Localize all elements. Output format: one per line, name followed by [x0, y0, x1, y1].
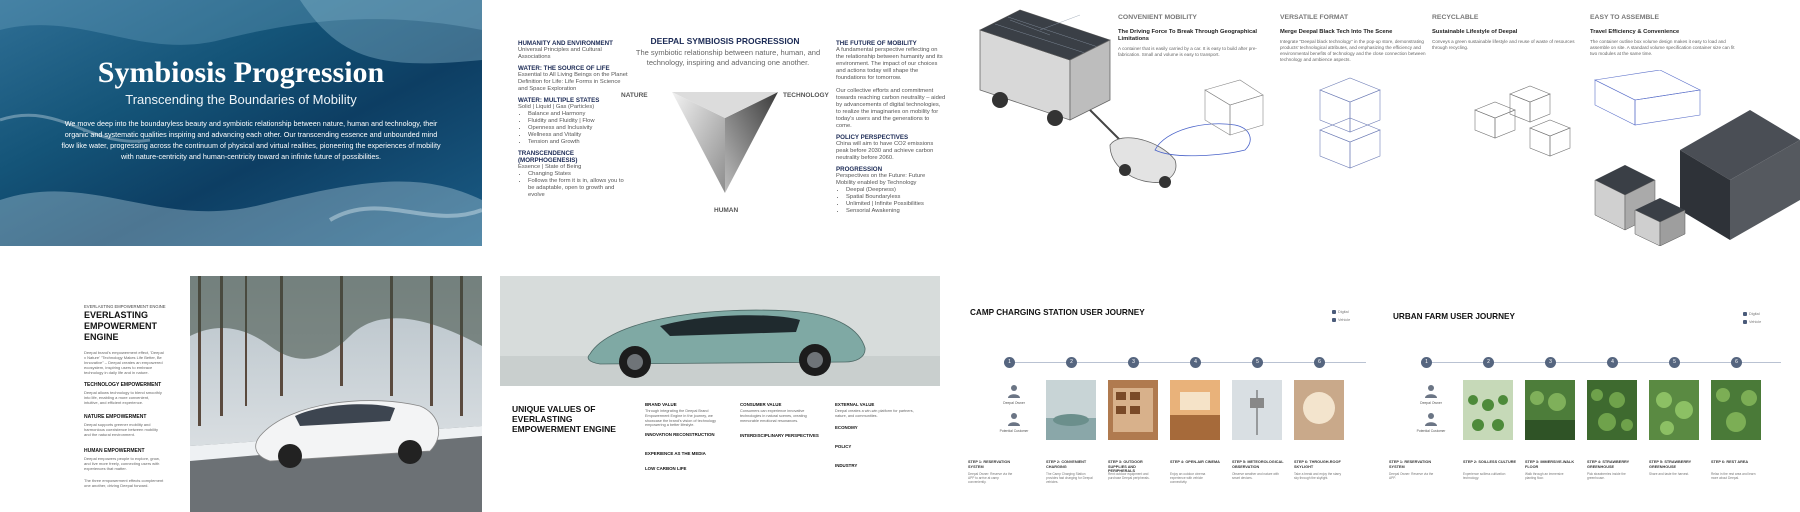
user-label: Potential Customer: [1416, 429, 1446, 433]
section-text: Universal Principles and Cultural Associations: [518, 47, 602, 60]
step-description: Walk through an immersive planting floor.: [1525, 472, 1564, 481]
step-number: 2: [1483, 357, 1494, 368]
list-item: • Wellness and Vitality: [528, 132, 628, 139]
step-photo-shop: [1108, 380, 1158, 440]
column-subheading: ECONOMY: [835, 424, 858, 430]
step-description: Deepal Owner: Reserve via the APP.: [1389, 472, 1434, 481]
green-sedan-photo: [500, 276, 940, 386]
list-item: • Tension and Growth: [528, 139, 628, 146]
step-photo-cinema: [1170, 380, 1220, 440]
step-number: 1: [1421, 357, 1432, 368]
external-value-column: [835, 402, 917, 468]
user-label: Deepal Owner: [1003, 401, 1025, 405]
feature-heading: EASY TO ASSEMBLE: [1590, 14, 1659, 21]
step-label: STEP 4: STRAWBERRY GREENHOUSE: [1587, 460, 1630, 469]
step-label: STEP 4: OPEN-AIR CINEMA: [1170, 460, 1220, 464]
containers-illustration: [1590, 70, 1800, 246]
step-description: Share and taste the harvest.: [1649, 472, 1690, 476]
feature-text: A container that is easily carried by a car. It is easy to build after pre-fabrication. Small and volume is easy to transport.: [1118, 46, 1257, 57]
step-label: STEP 1: RESERVATION SYSTEM: [1389, 460, 1432, 469]
list-item: • Unlimited | Infinite Possibilities: [846, 201, 946, 208]
step-label: STEP 6: THROUGH-ROOF SKYLIGHT: [1294, 460, 1341, 469]
modular-blueprint-sketch: [1310, 70, 1400, 170]
farm-journey-panel: [1385, 276, 1800, 512]
list-item: • Openness and Inclusivity: [528, 125, 628, 132]
step-description: Enjoy an outdoor cinema experience with vehicle connectivity.: [1170, 472, 1206, 485]
list-item: • Sensorial Awakening: [846, 208, 946, 215]
engine-section-heading: HUMAN EMPOWERMENT: [84, 448, 145, 454]
step-label: STEP 2: CONVENIENT CHARGING: [1046, 460, 1087, 469]
column-heading: BRAND VALUE: [645, 402, 677, 407]
step-label: STEP 3: OUTDOOR SUPPLIES AND PERIPHERALS: [1108, 460, 1143, 474]
step-number: 5: [1669, 357, 1680, 368]
column-text: Deepal creates a win-win platform for partners, nature, and communities.: [835, 409, 914, 418]
step-photo-rest-area: [1711, 380, 1761, 440]
feature-text: The container outline box volume design makes it easy to load and assemble on site. A standard volume specification container size can fit two modules at the same time.: [1590, 39, 1735, 56]
engine-title: EVERLASTING EMPOWERMENT ENGINE: [84, 310, 157, 342]
technology-label: TECHNOLOGY: [783, 92, 829, 99]
camp-journey-panel: [960, 276, 1380, 512]
step-label: STEP 6: REST AREA: [1711, 460, 1749, 464]
column-heading: CONSUMER VALUE: [740, 402, 782, 407]
column-text: Consumers can experience innovative technologies in natural scenes, creating memorable emotional resonances.: [740, 409, 807, 423]
column-subheading: INDUSTRY: [835, 462, 858, 468]
feature-heading: RECYCLABLE: [1432, 14, 1479, 21]
section-heading: PROGRESSION: [836, 166, 883, 173]
engine-kicker: EVERLASTING EMPOWERMENT ENGINE: [84, 304, 166, 309]
list-item: • Deepal (Deepness): [846, 187, 946, 194]
step-number: 3: [1128, 357, 1139, 368]
step-number: 3: [1545, 357, 1556, 368]
legend-item: [1743, 320, 1761, 324]
column-subheading: POLICY: [835, 443, 852, 449]
step-photo-floor: [1525, 380, 1575, 440]
symbiosis-panel: [500, 0, 950, 246]
step-label: STEP 5: METEOROLOGICAL OBSERVATION: [1232, 460, 1284, 469]
engine-section-text: Deepal empowers people to explore, grow, and live more freely, connecting users with experiences that matter.: [84, 456, 160, 471]
feature-subheading: Travel Efficiency & Convenience: [1590, 29, 1680, 35]
step-label: STEP 1: RESERVATION SYSTEM: [968, 460, 1011, 469]
legend-swatch: [1332, 318, 1336, 322]
legend-swatch: [1332, 310, 1336, 314]
farm-journey-title: URBAN FARM USER JOURNEY: [1393, 312, 1515, 321]
camp-journey-title: CAMP CHARGING STATION USER JOURNEY: [970, 308, 1145, 317]
engine-section-heading: TECHNOLOGY EMPOWERMENT: [84, 382, 162, 388]
step-description: Relax in the rest area and learn more about Deepal.: [1711, 472, 1756, 481]
section-heading: WATER: MULTIPLE STATES: [518, 97, 600, 104]
step-photo-greenhouse: [1587, 380, 1637, 440]
section-text: Essential to All Living Beings on the Planet Definition for Life: Life Forms in Science and Space Exploration: [518, 72, 628, 92]
engine-section-text: Deepal supports greener mobility and harmonious coexistence between mobility and the natural environment.: [84, 422, 159, 437]
list-item: • Balance and Harmony: [528, 111, 628, 118]
hero-body: We move deep into the boundaryless beauty and symbiotic relationship between nature, human and technology, their organic and systematic qualities inspiring and advancing each other. Our transcending essence and unbounded mind flow like water, progressing across the continuum of physical and virtual realities, pioneering the experiences of mobility with nature-centricity and human-centricity toward an infinite future of possibilities.: [61, 119, 441, 161]
section-heading: POLICY PERSPECTIVES: [836, 134, 909, 141]
symbiosis-right-column: [836, 36, 946, 215]
section-text: Our collective efforts and commitment towards reaching carbon neutrality – aided by advancements of digital technologies, to realize the imaginaries on mobility for today's users and the generations to come.: [836, 88, 946, 129]
step-number: 4: [1607, 357, 1618, 368]
hero-title: Symbiosis Progression: [97, 56, 385, 89]
list-item: • Spatial Boundaryless: [846, 194, 946, 201]
step-photo-weather: [1232, 380, 1282, 440]
step-number: 2: [1066, 357, 1077, 368]
hero-panel: [0, 0, 482, 246]
step-photo-showroom: [1046, 380, 1096, 440]
legend-swatch: [1743, 312, 1747, 316]
feature-recyclable: [1432, 14, 1582, 51]
feature-convenient-mobility: [1118, 14, 1268, 58]
human-label: HUMAN: [714, 207, 739, 214]
step-photo-skylight: [1294, 380, 1344, 440]
list-item: • Fluidity and Fluidity | Flow: [528, 118, 628, 125]
prism-triangle-graphic: [670, 88, 780, 198]
symbiosis-left-column: [518, 36, 628, 199]
feature-versatile-format: [1280, 14, 1430, 63]
column-heading: EXTERNAL VALUE: [835, 402, 875, 407]
step-description: Experience soilless cultivation technology.: [1463, 472, 1506, 481]
section-heading: TRANSCENDENCE (MORPHOGENESIS): [518, 150, 578, 164]
feature-text: Conveys a green sustainable lifestyle and reuse of waste of resources through recycling.: [1432, 39, 1575, 50]
user-label: Deepal Owner: [1420, 401, 1442, 405]
step-description: Take a break and enjoy the starry sky through the skylight.: [1294, 472, 1342, 481]
brand-value-column: [645, 402, 727, 471]
legend-label: Vehicle: [1338, 318, 1351, 322]
feature-text: Integrate "Deepal black technology" in the pop-up store, demonstrating products' technological attributes, and emphasizing the efficiency and environmental benefits of technology and the close connection between technology and ambience aspects.: [1280, 39, 1426, 62]
step-description: Rent outdoor equipment and purchase Deepal peripherals.: [1108, 472, 1150, 481]
list-item: • Changing States: [528, 171, 628, 178]
feature-heading: CONVENIENT MOBILITY: [1118, 14, 1197, 21]
column-subheading: INTERDISCIPLINARY PERSPECTIVES: [740, 433, 819, 439]
blue-line-car-sketch: [1145, 70, 1265, 170]
nature-label: NATURE: [621, 92, 648, 99]
symbiosis-subtitle: The symbiotic relationship between nature, human, and technology, inspiring and advancing one another.: [635, 48, 821, 67]
step-description: Deepal Owner: Reserve via the APP to arrive at camp conveniently.: [968, 472, 1013, 485]
car-on-snowy-road-photo: [190, 276, 482, 512]
consumer-value-column: [740, 402, 822, 438]
feature-heading: VERSATILE FORMAT: [1280, 14, 1349, 21]
journey-timeline: [1004, 362, 1366, 363]
legend-item: [1332, 310, 1349, 314]
step-number: 4: [1190, 357, 1201, 368]
step-description: The Camp Charging Station provides fast charging for Deepal vehicles.: [1046, 472, 1093, 485]
feature-easy-to-assemble: [1590, 14, 1740, 57]
list-item: • Follows the form it is in, allows you to be adaptable, open to growth and evolve: [528, 178, 628, 199]
section-text: Essence | State of Being: [518, 164, 582, 170]
step-description: Pick strawberries inside the greenhouse.: [1587, 472, 1626, 481]
hero-subtitle: Transcending the Boundaries of Mobility: [125, 92, 357, 107]
step-number: 1: [1004, 357, 1015, 368]
customer-user-icon: [1006, 411, 1022, 427]
section-text: China will aim to have CO2 emissions peak before 2030 and achieve carbon neutrality before 2060.: [836, 141, 934, 161]
bullet-list: [518, 171, 628, 199]
legend-item: [1743, 312, 1760, 316]
engine-section-text: Deepal allows technology to blend smoothly into life, enabling a more convenient, intuitive, and efficient experience.: [84, 390, 162, 405]
legend-swatch: [1743, 320, 1747, 324]
column-subheading: EXPERIENCE AS THE MEDIA: [645, 451, 706, 457]
column-text: Through integrating the Deepal Brand Empowerment Engine in the journey, we showcase the brand's vision of technology empowering a better lifestyle.: [645, 409, 717, 428]
step-label: STEP 3: IMMERSIVE-WALK FLOOR: [1525, 460, 1575, 469]
legend-label: Digital: [1338, 310, 1349, 314]
journey-timeline: [1421, 362, 1781, 363]
feature-subheading: Merge Deepal Black Tech Into The Scene: [1280, 29, 1393, 35]
recyclable-cubes-sketch: [1470, 80, 1580, 160]
step-number: 6: [1731, 357, 1742, 368]
owner-user-icon: [1423, 383, 1439, 399]
column-subheading: INNOVATION RECONSTRUCTION: [645, 432, 715, 438]
section-heading: WATER: THE SOURCE OF LIFE: [518, 65, 610, 72]
step-photo-greenhouse: [1649, 380, 1699, 440]
symbiosis-title: DEEPAL SYMBIOSIS PROGRESSION: [650, 36, 800, 46]
section-heading: HUMANITY AND ENVIRONMENT: [518, 40, 613, 47]
engine-intro: Deepal brand's empowerment effect, 'Deepal x Nature' "Technology Makes Life Better, Be Innovative" – Deepal creates an empowered ecosystem, inspiring users to embrace technology in daily life and in nature.: [84, 350, 164, 375]
feature-subheading: The Driving Force To Break Through Geographical Limitations: [1118, 29, 1258, 42]
user-label: Potential Customer: [999, 429, 1029, 433]
bullet-list: [836, 187, 946, 215]
step-number: 6: [1314, 357, 1325, 368]
owner-user-icon: [1006, 383, 1022, 399]
section-heading: THE FUTURE OF MOBILITY: [836, 40, 917, 47]
features-panel: [960, 0, 1800, 246]
engine-section-heading: NATURE EMPOWERMENT: [84, 414, 147, 420]
step-photo-soilless: [1463, 380, 1513, 440]
engine-panel: [0, 276, 482, 512]
values-panel: [500, 276, 940, 512]
step-description: Observe weather and nature with smart devices.: [1232, 472, 1279, 481]
step-label: STEP 5: STRAWBERRY GREENHOUSE: [1649, 460, 1692, 469]
section-text: A fundamental perspective reflecting on the relationship between humanity and its environment. The impact of our choices and actions today will shape the foundations for tomorrow.: [836, 47, 943, 81]
column-subheading: LOW CARBON LIFE: [645, 466, 687, 472]
legend-item: [1332, 318, 1350, 322]
section-text: Perspectives on the Future: Future Mobility enabled by Technology: [836, 173, 926, 186]
legend-label: Vehicle: [1749, 320, 1762, 324]
bullet-list: [518, 111, 628, 146]
customer-user-icon: [1423, 411, 1439, 427]
values-title: UNIQUE VALUES OF EVERLASTING EMPOWERMENT ENGINE: [512, 404, 616, 434]
step-label: STEP 2: SOILLESS CULTURE: [1463, 460, 1517, 464]
feature-subheading: Sustainable Lifestyle of Deepal: [1432, 29, 1518, 35]
step-number: 5: [1252, 357, 1263, 368]
engine-closing: The three empowerment effects complement one another, driving Deepal forward.: [84, 478, 164, 488]
legend-label: Digital: [1749, 312, 1760, 316]
section-text: Solid | Liquid | Gas (Particles): [518, 104, 595, 110]
